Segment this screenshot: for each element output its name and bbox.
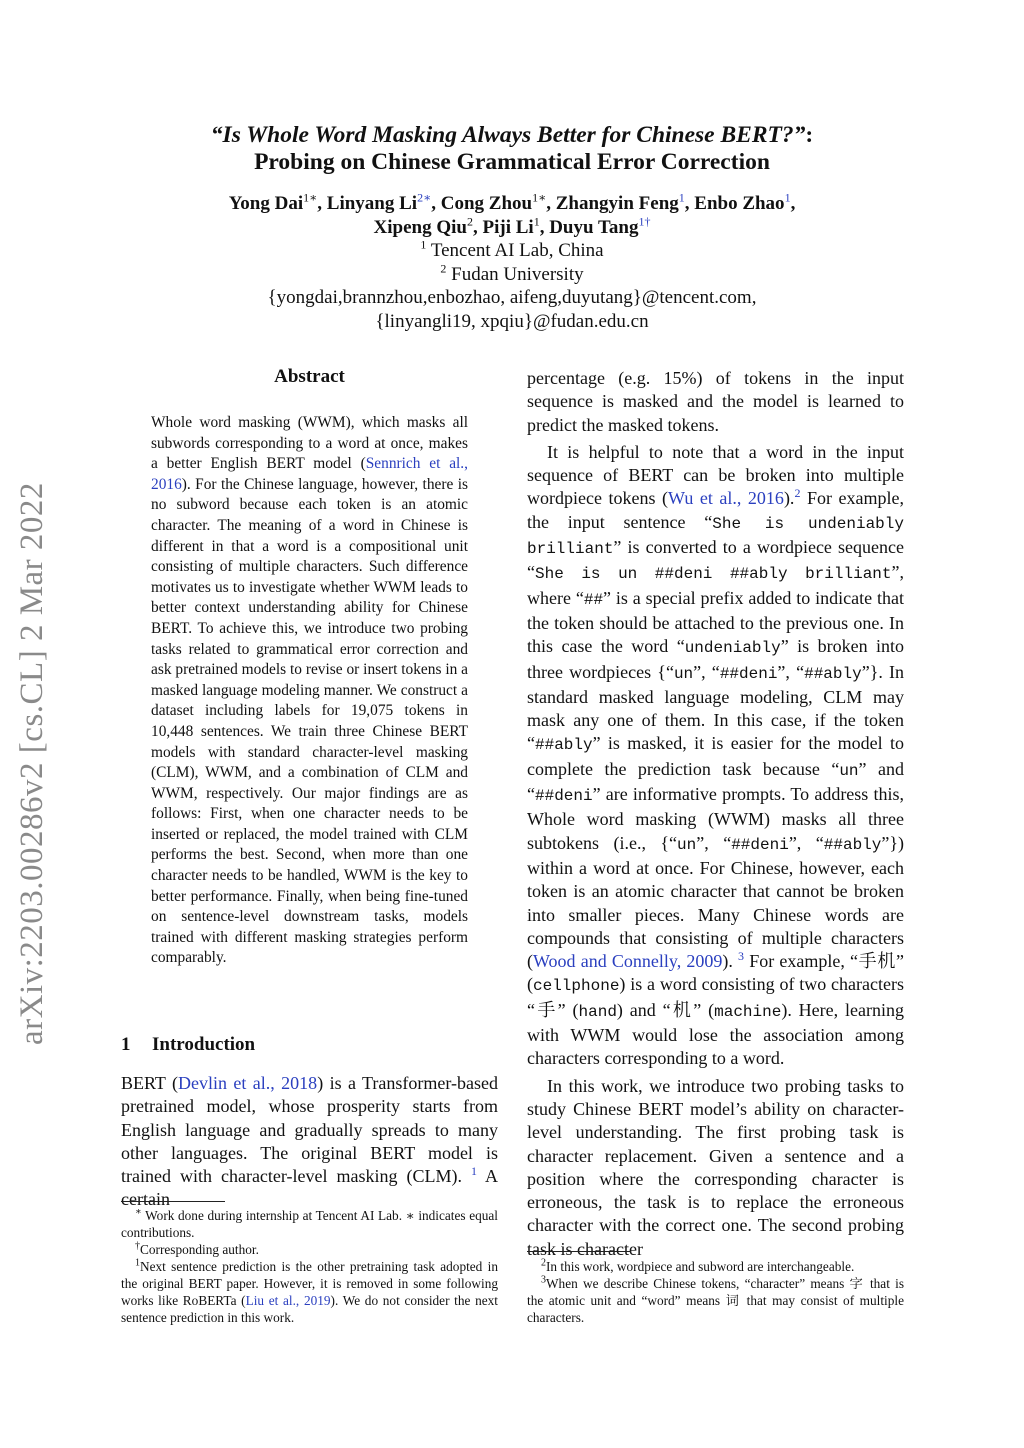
- code-example: ##deni: [731, 835, 789, 854]
- author-name: Linyang Li: [326, 193, 418, 214]
- author-name: Duyu Tang: [549, 216, 639, 238]
- code-example: un: [839, 761, 859, 780]
- citation-link[interactable]: Sennrich et al., 2016: [151, 455, 468, 493]
- author-name: Xipeng Qiu: [373, 216, 467, 238]
- citation-link[interactable]: Wu et al., 2016: [668, 488, 784, 509]
- introduction-paragraph: BERT (Devlin et al., 2018) is a Transformer-based pretrained model, whose prosperity starts from English language and gradually spreads to many other languages. The original BERT model is trained with character-level masking (CLM). $^1$ A certain: [121, 1073, 499, 1210]
- code-example: She is undeniably brilliant: [527, 514, 904, 559]
- code-example: hand: [578, 1002, 617, 1021]
- code-example: ##deni: [719, 664, 778, 683]
- section-title: Introduction: [152, 1034, 256, 1055]
- code-example: ##ably: [804, 664, 862, 683]
- author-affil-mark: 2∗: [417, 190, 432, 205]
- footnote-marker[interactable]: 1: [471, 1164, 477, 1179]
- author-affil-mark: 1∗: [532, 190, 547, 205]
- abstract-heading: Abstract: [274, 366, 345, 387]
- code-example: ##ably: [535, 736, 593, 755]
- author-affil-mark: 1: [678, 190, 685, 205]
- author-line-2: Xipeng Qiu$^2$, Piji Li$^1$, Duyu Tang$^{1\dagger}$: [373, 214, 651, 238]
- author-name: Zhangyin Feng: [555, 193, 679, 214]
- author-affil-mark: 1†: [638, 214, 651, 229]
- right-column-text: [527, 367, 904, 1261]
- author-affil-mark: 2: [466, 214, 473, 229]
- paragraph: percentage (e.g. 15%) of tokens in the input sequence is masked and the model is learned to predict the masked tokens.: [527, 368, 904, 435]
- citation-link[interactable]: Devlin et al., 2018: [178, 1073, 318, 1093]
- author-name: Enbo Zhao: [694, 193, 785, 214]
- code-example: ##deni: [535, 787, 593, 806]
- author-name: Cong Zhou: [440, 193, 533, 214]
- footnote-divider: [527, 1251, 631, 1252]
- section-number: 1: [121, 1034, 131, 1055]
- code-example: cellphone: [533, 977, 620, 996]
- paper-title: [120, 122, 904, 176]
- email-line-1: {yongdai,brannzhou,enbozhao, aifeng,duyutang}@tencent.com,: [267, 287, 757, 308]
- affiliation-2: $^2$ Fudan University: [440, 261, 584, 285]
- author-name: Yong Dai: [228, 193, 304, 214]
- author-block: [120, 192, 904, 333]
- email-line-2: {linyangli19, xpqiu}@fudan.edu.cn: [375, 310, 649, 332]
- author-affil-mark: 1∗: [303, 190, 318, 205]
- code-example: ##: [583, 590, 604, 609]
- author-affil-mark: 1: [533, 214, 540, 229]
- author-name: Piji Li: [482, 216, 534, 238]
- author-affil-mark: 1: [784, 190, 791, 205]
- abstract-body: Whole word masking (WWM), which masks all subwords corresponding to a word at once, makes a better English BERT model (Sennrich et al., 2016). For the Chinese language, however, there is no subword because each token is an atomic character. The meaning of a word in Chinese is different in that a word is a compositional unit consisting of multiple characters. Such difference motivates us to investigate whether WWM leads to better context understanding ability for Chinese BERT. To achieve this, we introduce two probing tasks related to grammatical error correction and ask pretrained models to revise or insert tokens in a masked language modeling manner. We construct a dataset including labels for 19,075 tokens in 10,448 sentences. We train three Chinese BERT models with standard character-level masking (CLM), WWM, and a combination of CLM and WWM, respectively. Our major findings are as follows: First, when one character needs to be inserted or replaced, the model trained with CLM performs the best. Second, when more than one character needs to be handled, WWM is the key to better performance. Finally, when being fine-tuned on sentence-level downstream tasks, models trained with different masking strategies perform comparably.: [151, 414, 468, 967]
- footnote-divider: [121, 1201, 225, 1202]
- code-example: un: [673, 664, 694, 683]
- arxiv-identifier-stamp: arXiv:2203.00286v2 [cs.CL] 2 Mar 2022: [14, 482, 50, 1045]
- code-example: She is un ##deni ##ably brilliant: [535, 565, 892, 584]
- code-example: ##ably: [823, 835, 882, 854]
- citation-link[interactable]: Wood and Connelly, 2009: [533, 951, 723, 972]
- footnote-marker[interactable]: 2: [794, 486, 801, 501]
- footnotes-right: $^2$In this work, wordpiece and subword are interchangeable. $^3$When we describe Chinese tokens, “character” means 字 that is the atomic unit and “word” means 词 that may consist of multiple characters.: [527, 1257, 904, 1325]
- title-line-1: “Is Whole Word Masking Always Better for Chinese BERT?”: [210, 122, 806, 148]
- footnote-marker[interactable]: 3: [738, 949, 745, 964]
- code-example: undeniably: [684, 639, 781, 658]
- paragraph: It is helpful to note that a word in the input sequence of BERT can be broken into multiple wordpiece tokens (Wu et al., 2016).$^2$ For example, the input sentence “She is undeniably brilliant” is converted to a wordpiece sequence “She is un ##deni ##ably brilliant”, where “##” is a special prefix added to indicate that the token should be attached to the previous one. In this case the word “undeniably” is broken into three wordpieces {“un”, “##deni”, “##ably”}. In standard masked language modeling, CLM may mask any one of them. In this case, if the token “##ably” is masked, it is easier for the model to complete the prediction task because “un” and “##deni” are informative prompts. To address this, Whole word masking (WWM) masks all three subtokens (i.e., {“un”, “##deni”, “##ably”}) within a word at once. For Chinese, however, each token is an atomic character that cannot be broken into smaller pieces. Many Chinese words are compounds that consisting of multiple characters (Wood and Connelly, 2009). $^3$ For example, “手机” (cellphone) is a word consisting of two characters “手” (hand) and “机” (machine). Here, learning with WWM would lose the association among characters corresponding to a word.: [527, 441, 905, 1069]
- title-colon: :: [805, 122, 814, 148]
- section-heading-introduction: [121, 1034, 255, 1056]
- footnotes-left: ∗ Work done during internship at Tencent AI Lab. ∗ indicates equal contributions. †Corresponding author. $^1$Next sentence prediction is the other pretraining task adopted in the original BERT paper. However, it is removed in some following works like RoBERTa (Liu et al., 2019). We do not consider the next sentence prediction in this work.: [121, 1206, 499, 1325]
- code-example: un: [677, 835, 697, 854]
- citation-link[interactable]: Liu et al., 2019: [245, 1293, 331, 1308]
- paragraph: In this work, we introduce two probing tasks to study Chinese BERT model’s ability on character-level understanding. The first probing task is character replacement. Given a sentence and a position where the corresponding character is erroneous, the task is to replace the erroneous character with the correct one. The second probing task is character: [527, 1075, 904, 1259]
- title-line-2: Probing on Chinese Grammatical Error Correction: [254, 149, 770, 175]
- author-line-1: Yong Dai$^{1∗}$, Linyang $Li^{2∗}$, Cong Zhou$^{1∗}$, Zhangyin Feng$^1$, Enbo Zhao$^1$,: [228, 190, 796, 214]
- affiliation-1: $^1$ Tencent AI Lab, China: [420, 237, 604, 261]
- code-example: machine: [714, 1002, 782, 1021]
